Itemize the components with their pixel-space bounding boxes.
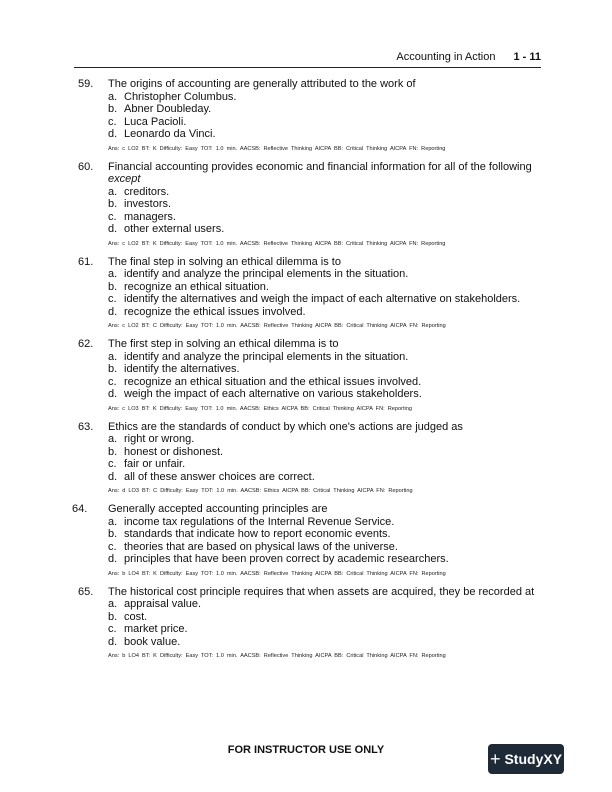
option-letter: b. <box>108 445 118 458</box>
option-letter: d. <box>108 553 118 565</box>
option-text: cost. <box>124 610 148 623</box>
option-letter: b. <box>108 103 118 115</box>
option-text: Leonardo da Vinci. <box>124 128 216 140</box>
option-text: book value. <box>124 635 181 648</box>
option-letter: c. <box>108 210 117 223</box>
option-text: recognize an ethical situation. <box>124 280 269 293</box>
footer-notice: FOR INSTRUCTOR USE ONLY <box>227 744 385 756</box>
option-letter: c. <box>108 293 117 305</box>
option-letter: a. <box>108 90 118 103</box>
studyxy-logo <box>488 744 564 774</box>
question-number: 59. <box>78 78 94 90</box>
option-text: identify and analyze the principal elements in the situation. <box>124 268 409 280</box>
page-header <box>0 49 541 65</box>
option-text: fair or unfair. <box>124 458 186 470</box>
option-d <box>108 636 541 649</box>
option-d <box>108 128 541 141</box>
option-letter: c. <box>108 540 117 553</box>
option-letter: b. <box>108 528 118 540</box>
option-text: theories that are based on physical laws of the universe. <box>124 540 398 553</box>
option-b <box>108 198 541 211</box>
option-b <box>108 446 541 459</box>
plus-icon: + <box>489 749 501 769</box>
option-letter: b. <box>108 363 118 375</box>
option-list <box>108 268 541 318</box>
option-text: investors. <box>124 198 172 210</box>
option-text: standards that indicate how to report economic events. <box>124 528 391 540</box>
option-list <box>108 598 541 648</box>
option-a <box>108 91 541 104</box>
answer-metadata: Ans: c LO2 BT: C Difficulty: Easy TOT: 1.0 min. AACSB: Reflective Thinking AICPA BB: Critical Thinking AICPA FN: Reporting <box>108 323 446 329</box>
option-c <box>108 293 541 306</box>
option-letter: a. <box>108 350 118 363</box>
option-c <box>108 458 541 471</box>
question-60 <box>0 161 612 248</box>
option-text: right or wrong. <box>124 433 195 445</box>
question-65 <box>0 586 612 661</box>
option-a <box>108 351 541 364</box>
option-text: principles that have been proven correct by academic researchers. <box>124 553 449 565</box>
option-letter: d. <box>108 128 118 140</box>
question-stem: The origins of accounting are generally attributed to the work of <box>108 78 416 90</box>
option-letter: c. <box>108 458 117 470</box>
option-a <box>108 268 541 281</box>
option-letter: a. <box>108 433 118 445</box>
question-stem: Financial accounting provides economic and financial information for all of the following <box>108 160 532 173</box>
option-b <box>108 103 541 116</box>
option-text: honest or dishonest. <box>124 445 224 458</box>
option-letter: a. <box>108 515 118 528</box>
option-d <box>108 553 541 566</box>
option-b <box>108 528 541 541</box>
option-c <box>108 623 541 636</box>
option-text: creditors. <box>124 185 170 198</box>
question-number: 63. <box>78 420 94 433</box>
option-text: income tax regulations of the Internal Revenue Service. <box>124 515 395 528</box>
option-letter: b. <box>108 280 118 293</box>
option-text: all of these answer choices are correct. <box>124 470 315 483</box>
answer-metadata: Ans: c LO2 BT: K Difficulty: Easy TOT: 1.0 min. AACSB: Reflective Thinking AICPA BB: Critical Thinking AICPA FN: Reporting <box>108 145 446 152</box>
question-62 <box>0 338 612 413</box>
option-text: recognize an ethical situation and the ethical issues involved. <box>124 375 422 388</box>
option-letter: c. <box>108 375 117 388</box>
question-61 <box>0 256 612 331</box>
option-list <box>108 516 541 566</box>
question-stem: The final step in solving an ethical dilemma is to <box>108 255 341 268</box>
question-stem: Ethics are the standards of conduct by which one's actions are judged as <box>108 420 463 433</box>
option-text: other external users. <box>124 223 225 235</box>
question-stem: Generally accepted accounting principles are <box>108 503 328 515</box>
option-text: weigh the impact of each alternative on various stakeholders. <box>124 388 422 400</box>
question-stem-emphasis: except <box>108 173 141 185</box>
option-letter: c. <box>108 623 117 635</box>
option-text: Abner Doubleday. <box>124 103 212 115</box>
option-letter: a. <box>108 185 118 198</box>
answer-metadata: Ans: b LO4 BT: K Difficulty: Easy TOT: 1.0 min. AACSB: Reflective Thinking AICPA BB: Critical Thinking AICPA FN: Reporting <box>108 570 446 577</box>
option-text: recognize the ethical issues involved. <box>124 305 306 318</box>
answer-metadata: Ans: c LO3 BT: K Difficulty: Easy TOT: 1.0 min. AACSB: Ethics AICPA BB: Critical Thinking AICPA FN: Reporting <box>108 405 412 412</box>
option-a <box>108 598 541 611</box>
option-letter: d. <box>108 470 118 483</box>
page-number: 1 - 11 <box>513 51 541 63</box>
question-stem: The historical cost principle requires that when assets are acquired, they be recorded at <box>108 585 535 598</box>
option-b <box>108 611 541 624</box>
question-63 <box>0 421 612 496</box>
option-a <box>108 516 541 529</box>
question-59 <box>0 78 612 153</box>
option-letter: d. <box>108 388 118 400</box>
question-number: 65. <box>78 585 94 598</box>
option-a <box>108 186 541 199</box>
option-text: market price. <box>124 623 188 635</box>
option-b <box>108 363 541 376</box>
option-text: Luca Pacioli. <box>124 115 187 128</box>
option-text: appraisal value. <box>124 598 202 610</box>
option-a <box>108 433 541 446</box>
option-d <box>108 388 541 401</box>
question-stem: The first step in solving an ethical dilemma is to <box>108 338 339 350</box>
question-list <box>0 78 612 668</box>
option-list <box>108 91 541 141</box>
question-number: 60. <box>78 160 94 173</box>
option-letter: a. <box>108 598 118 610</box>
option-list <box>108 433 541 483</box>
option-list <box>108 351 541 401</box>
option-letter: b. <box>108 198 118 210</box>
option-d <box>108 223 541 236</box>
answer-metadata: Ans: c LO2 BT: K Difficulty: Easy TOT: 1.0 min. AACSB: Reflective Thinking AICPA BB: Critical Thinking AICPA FN: Reporting <box>108 240 446 247</box>
option-text: identify the alternatives. <box>124 363 240 375</box>
question-number: 62. <box>78 338 94 350</box>
option-text: identify the alternatives and weigh the impact of each alternative on stakeholders. <box>124 293 521 305</box>
option-c <box>108 211 541 224</box>
option-list <box>108 186 541 236</box>
option-letter: b. <box>108 610 118 623</box>
question-number: 64. <box>72 503 88 515</box>
option-c <box>108 541 541 554</box>
option-d <box>108 306 541 319</box>
option-b <box>108 281 541 294</box>
option-letter: a. <box>108 268 118 280</box>
answer-metadata: Ans: b LO4 BT: K Difficulty: Easy TOT: 1.0 min. AACSB: Reflective Thinking AICPA BB: Critical Thinking AICPA FN: Reporting <box>108 653 446 659</box>
logo-text: StudyXY <box>504 751 563 767</box>
book-title: Accounting in Action <box>396 51 496 63</box>
option-text: managers. <box>124 210 176 223</box>
question-number: 61. <box>78 255 94 268</box>
option-c <box>108 376 541 389</box>
option-letter: c. <box>108 115 117 128</box>
option-d <box>108 471 541 484</box>
option-text: identify and analyze the principal elements in the situation. <box>124 350 409 363</box>
option-letter: d. <box>108 635 118 648</box>
header-rule <box>74 67 541 68</box>
option-c <box>108 116 541 129</box>
answer-metadata: Ans: d LO3 BT: C Difficulty: Easy TOT: 1.0 min. AACSB: Ethics AICPA BB: Critical Thinking AICPA FN: Reporting <box>108 488 413 494</box>
question-64 <box>0 503 612 578</box>
option-text: Christopher Columbus. <box>124 90 237 103</box>
option-letter: d. <box>108 223 118 235</box>
option-letter: d. <box>108 305 118 318</box>
